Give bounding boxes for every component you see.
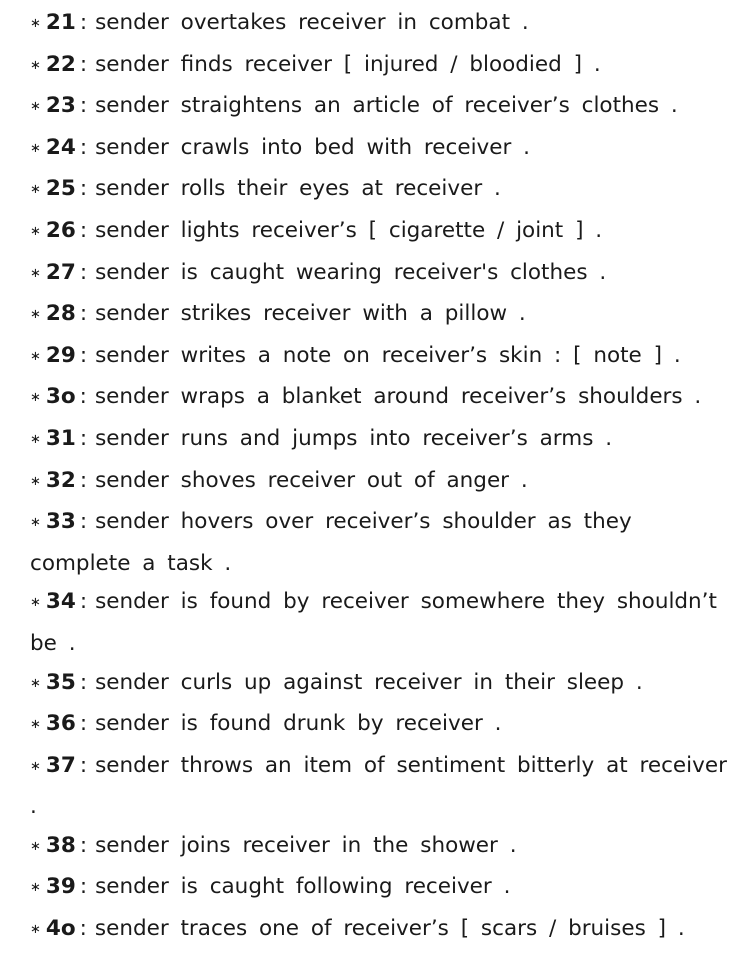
prompt-separator: : — [79, 384, 87, 410]
bullet-icon: ∗ — [30, 16, 41, 31]
prompt-text: sender throws an item of sentiment bitterly at receiver . — [30, 752, 727, 820]
prompt-separator: : — [79, 874, 88, 900]
prompt-number: 24 — [45, 134, 76, 160]
bullet-icon: ∗ — [30, 758, 41, 774]
prompt-item — [30, 170, 739, 212]
bullet-icon: ∗ — [30, 431, 41, 447]
bullet-icon: ∗ — [30, 265, 41, 281]
prompt-number: 28 — [45, 301, 76, 327]
bullet-icon: ∗ — [30, 922, 41, 938]
bullet-icon: ∗ — [30, 675, 41, 691]
prompt-item — [30, 129, 739, 171]
prompt-number: 32 — [45, 467, 76, 493]
prompt-item — [30, 583, 739, 663]
prompt-text: sender hovers over receiver’s shoulder as they complete a task . — [30, 509, 632, 576]
prompt-separator: : — [79, 217, 88, 243]
bullet-icon: ∗ — [30, 57, 41, 73]
prompt-separator: : — [79, 916, 87, 942]
bullet-icon: ∗ — [30, 595, 41, 611]
prompt-number: 25 — [45, 176, 76, 202]
bullet-icon: ∗ — [30, 390, 41, 406]
prompt-text: sender shoves receiver out of anger . — [95, 467, 528, 493]
prompt-item — [30, 378, 739, 420]
prompt-number: 29 — [45, 342, 76, 368]
prompt-item — [30, 420, 739, 462]
prompt-separator: : — [79, 51, 88, 77]
prompt-separator: : — [79, 589, 88, 615]
bullet-icon: ∗ — [30, 880, 41, 896]
prompt-number: 3o — [45, 384, 76, 410]
prompt-text: sender is found drunk by receiver . — [95, 711, 502, 737]
prompt-list — [30, 4, 739, 952]
bullet-icon: ∗ — [30, 140, 41, 156]
prompt-text: sender runs and jumps into receiver’s arms . — [95, 425, 613, 451]
prompt-text: sender joins receiver in the shower . — [95, 832, 517, 858]
bullet-icon: ∗ — [30, 473, 41, 489]
prompt-item — [30, 87, 739, 129]
prompt-separator: : — [79, 711, 88, 737]
prompt-number: 23 — [45, 93, 76, 119]
prompt-text: sender writes a note on receiver’s skin : [ note ] . — [95, 342, 681, 368]
prompt-text: sender lights receiver’s [ cigarette / joint ] . — [95, 217, 603, 243]
bullet-icon: ∗ — [30, 717, 41, 733]
prompt-text: sender is caught wearing receiver's clothes . — [95, 259, 607, 285]
prompt-number: 34 — [45, 589, 76, 615]
prompt-number: 4o — [45, 916, 76, 942]
bullet-icon: ∗ — [30, 307, 41, 323]
prompt-number: 37 — [45, 752, 76, 778]
bullet-icon: ∗ — [30, 515, 41, 531]
prompt-separator: : — [79, 134, 88, 160]
prompt-item — [30, 212, 739, 254]
prompt-text: sender overtakes receiver in combat . — [95, 10, 529, 35]
prompt-number: 27 — [45, 259, 76, 285]
prompt-separator: : — [79, 176, 88, 202]
bullet-icon: ∗ — [30, 348, 41, 364]
prompt-separator: : — [79, 669, 88, 695]
prompt-separator: : — [79, 301, 88, 327]
prompt-number: 35 — [45, 669, 76, 695]
prompt-number: 31 — [45, 425, 76, 451]
prompt-number: 39 — [45, 874, 76, 900]
prompt-number: 21 — [45, 10, 76, 35]
prompt-number: 33 — [45, 509, 76, 535]
prompt-item — [30, 910, 739, 952]
prompt-separator: : — [79, 832, 88, 858]
prompt-item — [30, 46, 739, 88]
prompt-item — [30, 664, 739, 706]
prompt-separator: : — [79, 10, 88, 35]
prompt-separator: : — [79, 259, 88, 285]
prompt-item — [30, 747, 739, 827]
prompt-text: sender strikes receiver with a pillow . — [95, 301, 526, 327]
prompt-number: 22 — [45, 51, 76, 77]
prompt-number: 36 — [45, 711, 76, 737]
prompt-text: sender is found by receiver somewhere they shouldn’t be . — [30, 589, 717, 656]
prompt-text: sender traces one of receiver’s [ scars / bruises ] . — [94, 916, 685, 942]
prompt-separator: : — [79, 425, 88, 451]
bullet-icon: ∗ — [30, 223, 41, 239]
prompt-item — [30, 868, 739, 910]
bullet-icon: ∗ — [30, 99, 41, 115]
prompt-number: 38 — [45, 832, 76, 858]
prompt-item — [30, 4, 739, 46]
prompt-text: sender wraps a blanket around receiver’s shoulders . — [94, 384, 702, 410]
prompt-text: sender straightens an article of receiver’s clothes . — [95, 93, 678, 119]
prompt-text: sender finds receiver [ injured / bloodied ] . — [95, 51, 601, 77]
prompt-text: sender rolls their eyes at receiver . — [95, 176, 501, 202]
prompt-number: 26 — [45, 217, 76, 243]
prompt-item — [30, 705, 739, 747]
bullet-icon: ∗ — [30, 182, 41, 198]
prompt-separator: : — [79, 467, 88, 493]
prompt-item — [30, 503, 739, 583]
prompt-separator: : — [79, 509, 88, 535]
prompt-text: sender crawls into bed with receiver . — [95, 134, 531, 160]
prompt-item — [30, 827, 739, 869]
prompt-separator: : — [79, 93, 88, 119]
prompt-text: sender is caught following receiver . — [95, 874, 511, 900]
prompt-separator: : — [79, 342, 88, 368]
prompt-separator: : — [79, 752, 88, 778]
prompt-item — [30, 462, 739, 504]
prompt-text: sender curls up against receiver in their sleep . — [95, 669, 643, 695]
bullet-icon: ∗ — [30, 838, 41, 854]
prompt-item — [30, 295, 739, 337]
prompt-item — [30, 254, 739, 296]
prompt-item — [30, 337, 739, 379]
